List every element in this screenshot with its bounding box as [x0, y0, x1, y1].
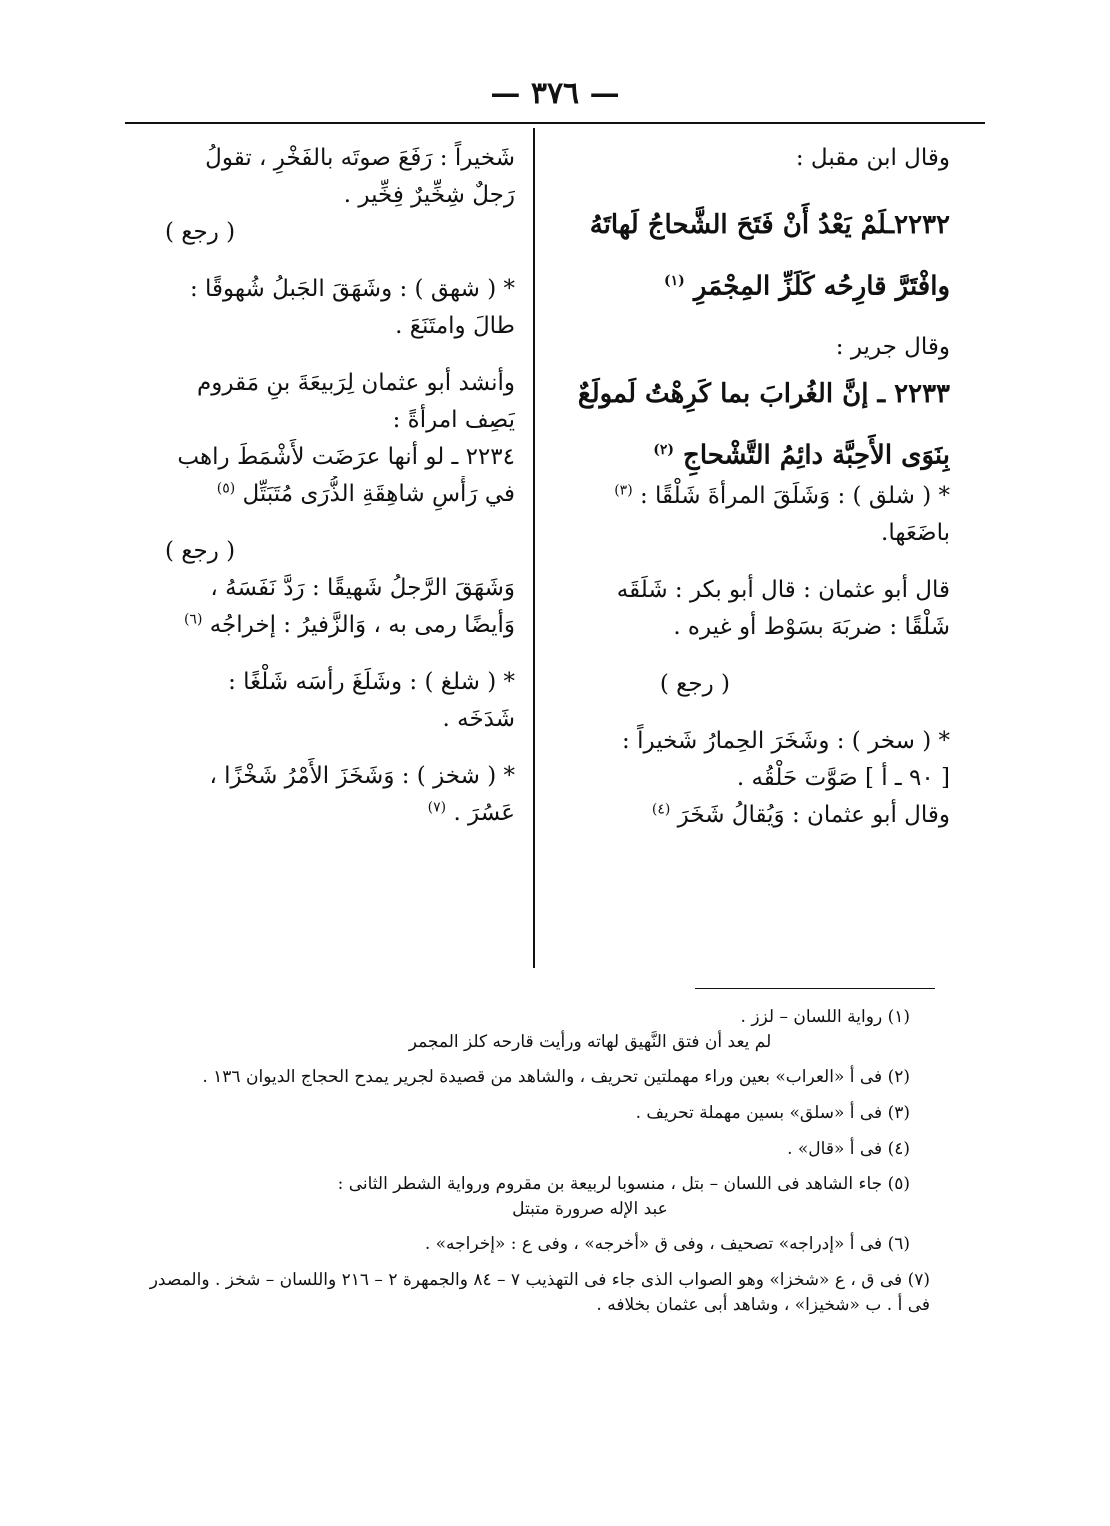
footnote-ref-4: (٤): [651, 801, 671, 818]
page-number: — ٣٧٦ —: [490, 76, 620, 111]
header-rule: [125, 122, 985, 124]
text-line: طالَ وامتَنَعَ .: [395, 313, 515, 339]
entry-shakhaz: * ( شخز ) : وَشَخَزَ الأَمْرُ شَخْزًا ،: [209, 763, 515, 789]
footnote-7: (٧) فى ق ، ع «شخزا» وهو الصواب الذى جاء فى التهذيب ٧ – ٨٤ والجمهرة ٢ – ٢١٦ واللسان – شخز . والمصدر فى أ . ب «شخيزا» ، وشاهد أبى عثمان بخلافه .: [149, 1270, 930, 1315]
footnote-6: (٦) فى أ «إدراجه» تصحيف ، وفى ق «أخرجه» ، وفى ع : «إخراجه» .: [424, 1234, 910, 1255]
footnote-3: (٣) فى أ «سلق» بسين مهملة تحريف .: [635, 1102, 910, 1123]
footnote-5-verse: عبد الإله صرورة متبتل: [512, 1198, 668, 1219]
text-line: شَلْقًا : ضربَهَ بسَوْط أو غيره .: [673, 614, 950, 640]
footnote-ref-6: (٦): [183, 611, 203, 628]
text-line: قال أبو عثمان : قال أبو بكر : شَلَقَه: [616, 577, 950, 603]
verse-2234-b: في رَأْسِ شاهِقَةِ الذُّرَى مُتَبَتِّل $^{(٥)}$: [216, 480, 515, 507]
footnote-ref-7: (٧): [427, 799, 447, 816]
text-line: شَدَخَه .: [442, 706, 515, 732]
footnote-1-verse: لم يعد أن فتق النَّهيق لهاته ورأيت قارحه كلز المجمر: [408, 1031, 772, 1052]
footnotes: [149, 1005, 930, 1328]
rajaa-marker: ( رجع ): [165, 219, 236, 245]
verse-2232-b: وافْتَرَّ قارِحُه كَلَزِّ المِجْمَرِ $^{(١)}$: [664, 271, 950, 302]
entry-shalaq: * ( شلق ) : وَشَلَقَ المرأةَ شَلْقًا : $^{(٣)}$: [614, 482, 950, 509]
text-line: وأنشد أبو عثمان لِرَبيعَةَ بنِ مَقروم: [197, 370, 515, 396]
verse-2233-b: بِنَوَى الأَحِبَّة دائِمُ التَّشْحاجِ $^{(٢)}$: [653, 440, 950, 471]
footnote-1: (١) رواية اللسان – لزز . لم يعد أن فتق النَّهيق لهاته ورأيت قارحه كلز المجمر: [150, 1005, 910, 1054]
entry-shahaq: * ( شهق ) : وشَهَقَ الجَبلُ شُهوقًا :: [189, 276, 515, 302]
entry-shalagh: * ( شلغ ) : وشَلَغَ رأسَه شَلْغًا :: [228, 669, 515, 695]
text-line: [ ٩٠ ـ أ ] صَوَّت حَلْقُه .: [736, 765, 950, 791]
right-column: [555, 140, 950, 834]
footnote-2: (٢) فى أ «العراب» بعين وراء مهملتين تحريف ، والشاهد من قصيدة لجرير يمدح الحجاج الديوان ١٣٦ .: [202, 1067, 910, 1088]
footnote-5: (٥) جاء الشاهد فى اللسان – بتل ، منسوبا لربيعة بن مقروم ورواية الشطر الثانى : عبد الإله صرورة متبتل: [150, 1172, 910, 1221]
footnote-ref-1: (١): [664, 273, 685, 289]
column-divider: [533, 128, 535, 968]
text-line: رَجلٌ شِخِّيرٌ فِخِّير .: [343, 182, 515, 208]
verse-2234: ٢٢٣٤ ـ لو أنها عرَضَت لأَشْمَطَ راهب: [177, 444, 515, 470]
text-line: وقال ابن مقبل :: [795, 145, 950, 171]
footnote-rule: [695, 988, 935, 989]
text-line: شَخيراً : رَفَعَ صوتَه بالفَخْرِ ، تقولُ: [205, 145, 515, 171]
text-line: وقال جرير :: [835, 334, 950, 360]
text-line: عَسُرَ . $^{(٧)}$: [427, 799, 515, 826]
rajaa-marker: ( رجع ): [165, 538, 236, 564]
verse-2233: ٢٢٣٣ ـ إنَّ الغُرابَ بما كَرِهْتُ لَمولَعٌ: [577, 379, 950, 409]
verse-2232: ٢٢٣٢ـلَمْ يَعْدُ أَنْ فَتَحَ الشَّحاجُ لَهاتَهُ: [589, 210, 950, 240]
footnote-4: (٤) فى أ «قال» .: [787, 1138, 910, 1159]
footnote-ref-2: (٢): [653, 442, 674, 458]
text-line: باضَعَها.: [881, 520, 950, 546]
text-line: وقال أبو عثمان : وَيُقالُ شَخَرَ $^{(٤)}$: [651, 801, 950, 828]
left-column: [135, 140, 515, 832]
text-line: يَصِف امرأةً :: [392, 407, 515, 433]
text-line: وَأيضًا رمى به ، وَالزَّفيرُ : إخراجُه $^{(٦)}$: [183, 611, 515, 638]
entry-shakhar: * ( سخر ) : وشَخَرَ الحِمارُ شَخيراً :: [622, 728, 950, 754]
text-line: وَشَهَقَ الرَّجلُ شَهيقًا : رَدَّ نَفَسَهُ ،: [210, 575, 515, 601]
footnote-ref-3: (٣): [614, 482, 633, 499]
rajaa-marker: ( رجع ): [659, 671, 730, 697]
footnote-ref-5: (٥): [216, 480, 236, 497]
